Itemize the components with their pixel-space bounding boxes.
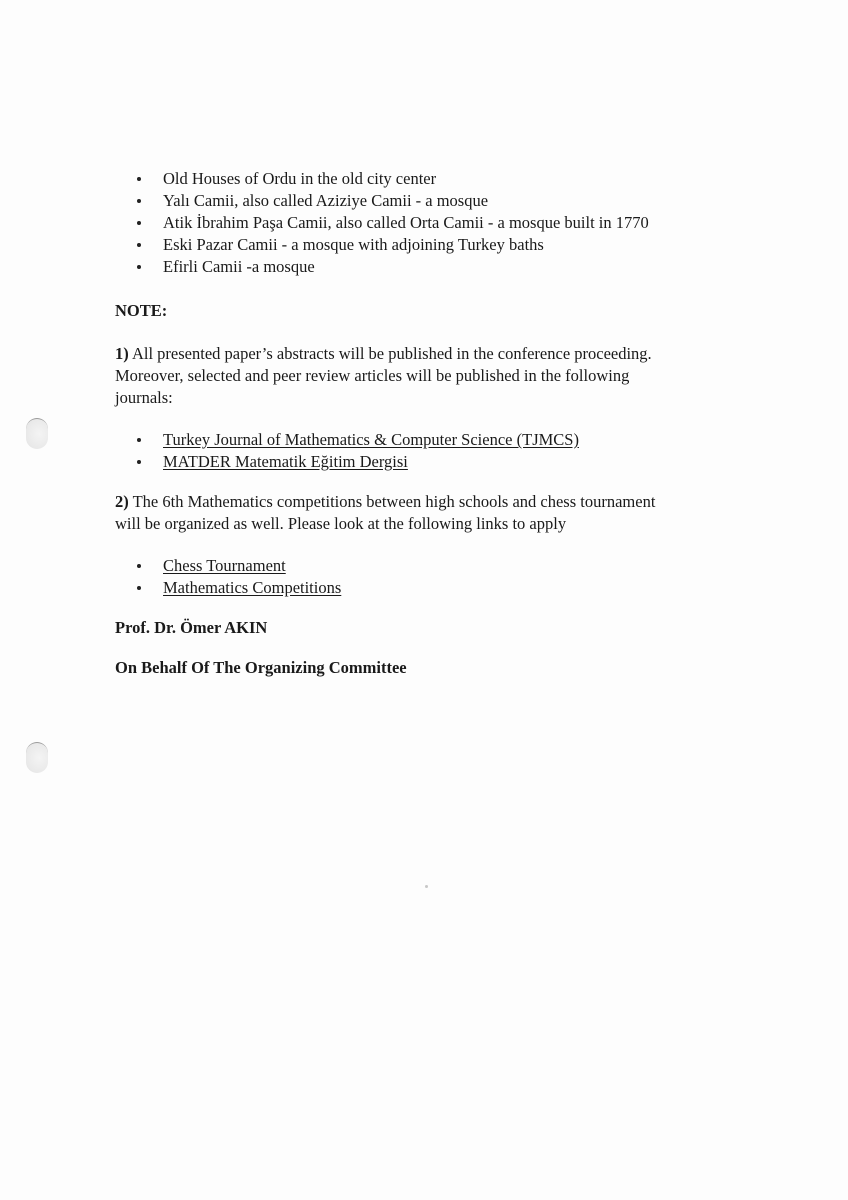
chess-tournament-link[interactable]: Chess Tournament [163,556,286,575]
bullet-dot [137,564,141,568]
note-1-paragraph [115,343,755,409]
journal-link-matder[interactable]: MATDER Matematik Eğitim Dergisi [163,452,408,471]
punch-hole-mark-top [26,418,48,449]
list-item: Atik İbrahim Paşa Camii, also called Orta Camii - a mosque built in 1770 [115,212,755,234]
note-1-number: 1) [115,344,129,363]
document-body [115,168,755,679]
bullet-dot [137,265,141,269]
signature-name: Prof. Dr. Ömer AKIN [115,618,268,637]
list-item [115,577,755,599]
bullet-dot [137,221,141,225]
note-2-line: The 6th Mathematics competitions between high schools and chess tournament [132,492,656,511]
list-item: Yalı Camii, also called Aziziye Camii - a mosque [115,190,755,212]
bullet-dot [137,177,141,181]
list-item: Eski Pazar Camii - a mosque with adjoining Turkey baths [115,234,755,256]
list-item: Old Houses of Ordu in the old city center [115,168,755,190]
note-1-line: Moreover, selected and peer review articles will be published in the following [115,366,630,385]
places-list [115,168,755,278]
list-item: Efirli Camii -a mosque [115,256,755,278]
note-2-paragraph [115,491,755,535]
journals-list [115,429,755,473]
mathematics-competitions-link[interactable]: Mathematics Competitions [163,578,342,597]
list-item [115,451,755,473]
note-1-line: All presented paper’s abstracts will be published in the conference proceeding. [131,344,652,363]
apply-links-list [115,555,755,599]
list-item [115,555,755,577]
scan-speck [425,885,428,888]
list-item [115,429,755,451]
bullet-dot [137,438,141,442]
note-2-line: will be organized as well. Please look at the following links to apply [115,514,567,533]
bullet-dot [137,460,141,464]
signature-role: On Behalf Of The Organizing Committee [115,658,407,677]
bullet-dot [137,243,141,247]
note-1-line: journals: [115,388,173,407]
journal-link-tjmcs[interactable]: Turkey Journal of Mathematics & Computer Science (TJMCS) [163,430,579,449]
note-heading: NOTE: [115,301,168,320]
note-2-number: 2) [115,492,129,511]
bullet-dot [137,199,141,203]
punch-hole-mark-bottom [26,742,48,773]
bullet-dot [137,586,141,590]
